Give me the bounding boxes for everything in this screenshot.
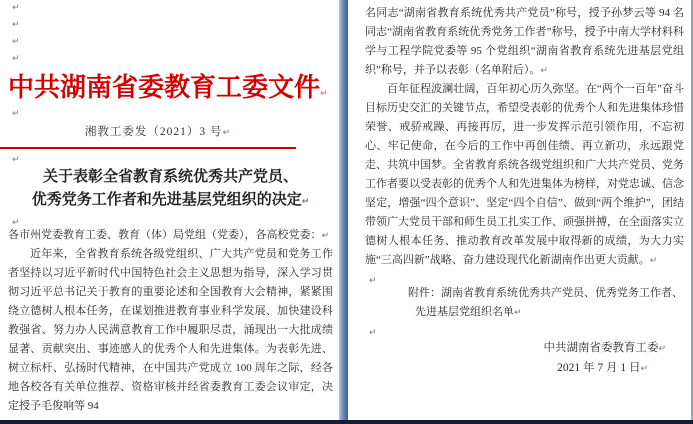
issuer-name <box>365 338 684 358</box>
attachment-note <box>365 284 684 322</box>
line-break-icon: ↵ <box>640 364 648 374</box>
document-title <box>8 166 333 212</box>
line-break-icon: ↵ <box>658 344 666 354</box>
agency-header-text: 中共湖南省委教育工委文件 <box>8 73 321 102</box>
blank-line <box>8 149 333 163</box>
line-break-icon: ↵ <box>369 276 377 286</box>
line-break-icon: ↵ <box>301 197 310 207</box>
line-break-icon: ↵ <box>12 54 20 64</box>
document-title-line1: 关于表彰全省教育系统优秀共产党员、 <box>42 169 298 185</box>
salutation-text: 各市州党委教育工委、教育（体）局党组（党委），各高校党委： <box>8 229 322 241</box>
paragraph-text: 百年征程波澜壮阔，百年初心历久弥坚。在“两个一百年”奋斗目标历史交汇的关键节点，希望受表彰的优秀个人和先进集体珍惜荣誉、戒骄戒躁、再接再厉，进一步发挥示范引领作用，不忘初心、牢记使命，在今后的工作中再创佳绩、再立新功，永远跟党走、共筑中国梦。全省教育系统各级党组织和广大共产党员、党务工作者要以受表彰的优秀个人和先进集体为榜样，对党忠诚、信念坚定，增强“四个意识”、坚定“四个自信”、做到“两个维护”，团结带领广大党员干部和师生员工扎实工作、顽强拼搏，在全面落实立德树人根本任务、推动教育改革发展中取得新的成绩，为大力实施“三高四新”战略、奋力建设现代化新湖南作出更大贡献。 <box>365 83 684 266</box>
body-paragraph-1-continuation <box>365 4 684 80</box>
line-break-icon: ↵ <box>369 328 377 338</box>
line-break-icon: ↵ <box>12 109 20 119</box>
body-paragraph-1: 近年来，全省教育系统各级党组织、广大共产党员和党务工作者坚持以习近平新时代中国特色社会主义思想为指导，深入学习贯彻习近平总书记关于教育的重要论述和全国教育大会精神，紧紧围绕立德树人根本任务，在谋划推进教育事业科学发展、加快建设科教强省、努力办人民满意教育工作中履职尽责，涌现出一大批成绩显著、贡献突出、事迹感人的优秀个人和先进集体。为表彰先进、树立标杆、弘扬时代精神，在中国共产党成立 100 周年之际，经各地各校各有关单位推荐、资格审核并经省委教育工委会议审定，决定授予毛俊响等 94 <box>8 248 333 412</box>
line-break-icon: ↵ <box>12 37 20 47</box>
line-break-icon: ↵ <box>320 89 328 99</box>
page-right <box>348 0 693 424</box>
line-break-icon: ↵ <box>514 308 522 318</box>
line-break-icon: ↵ <box>649 256 658 266</box>
page-gap-divider <box>339 0 348 424</box>
line-break-icon: ↵ <box>12 20 20 30</box>
blank-line <box>8 103 333 123</box>
line-break-icon: ↵ <box>321 231 330 241</box>
line-break-icon: ↵ <box>12 155 20 165</box>
line-break-icon: ↵ <box>222 128 232 138</box>
date-text: 2021 年 7 月 1 日 <box>557 362 641 374</box>
issue-date <box>365 358 684 378</box>
document-number <box>8 123 308 141</box>
salutation-line <box>8 226 333 245</box>
attachment-text: 附件：湖南省教育系统优秀共产党员、优秀党务工作者、先进基层党组织名单 <box>408 287 683 318</box>
blank-line <box>8 212 333 226</box>
line-break-icon: ↵ <box>540 66 548 76</box>
document-title-line2: 优秀党务工作者和先进基层党组织的决定 <box>31 192 302 208</box>
line-break-icon: ↵ <box>12 3 20 13</box>
blank-line <box>365 270 684 284</box>
signature-block <box>365 338 684 378</box>
issuer-text: 中共湖南省委教育工委 <box>543 342 659 354</box>
blank-line <box>365 322 684 336</box>
page-left <box>0 0 339 424</box>
body-paragraph-2 <box>365 80 684 270</box>
document-number-text: 湘教工委发（2021）3 号 <box>84 126 223 138</box>
bottom-border-bar <box>0 420 693 424</box>
agency-header-title <box>8 72 333 103</box>
line-break-icon: ↵ <box>12 218 20 228</box>
paragraph-marks-column <box>8 2 333 72</box>
paragraph-text: 名同志“湖南省教育系统优秀共产党员”称号，授予孙梦云等 94 名同志“湖南省教育系统优秀党务工作者”称号，授予中南大学材料科学与工程学院党委等 95 个党组织“湖南省教育系统先进基层党组织”称号，并予以表彰（名单附后）。 <box>365 7 684 76</box>
